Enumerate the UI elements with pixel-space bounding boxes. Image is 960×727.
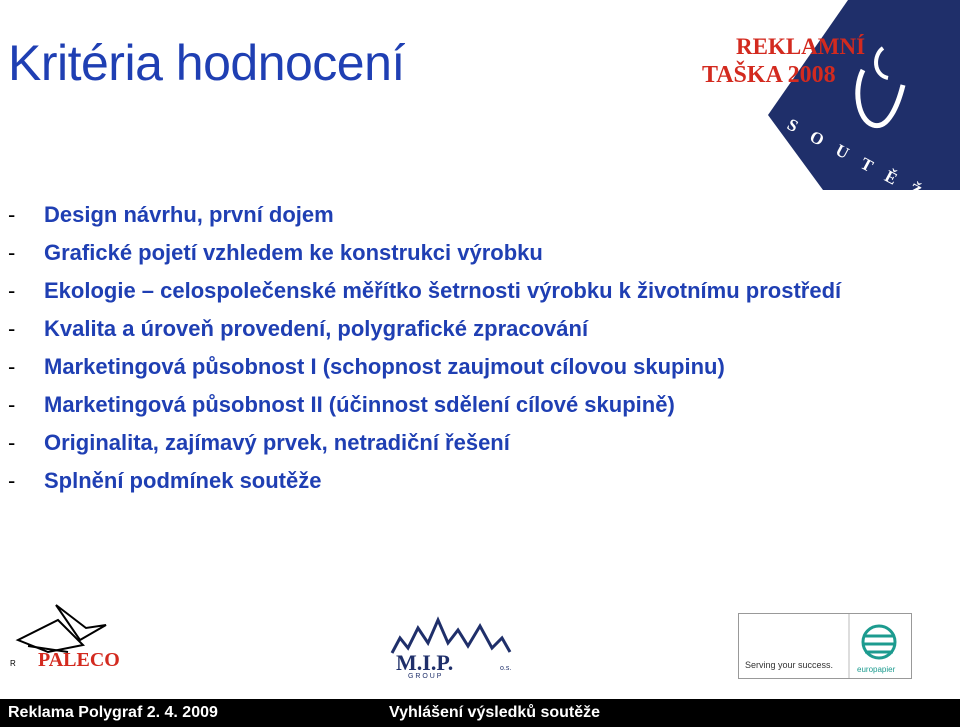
bullet-dash: - xyxy=(8,468,16,493)
reklamni-taska-logo xyxy=(698,0,960,190)
logo-tagline: SOUTĚŽ xyxy=(784,114,939,190)
paleco-bird-icon xyxy=(56,605,106,640)
bullet-dash: - xyxy=(8,278,16,303)
svg-text:G R O U P: G R O U P xyxy=(408,673,442,678)
bullet-dash: - xyxy=(8,392,16,417)
svg-text:o.s.: o.s. xyxy=(500,665,512,672)
list-item: - Splnění podmínek soutěže xyxy=(0,464,900,498)
list-item: - Marketingová působnost II (účinnost sdělení cílové skupině) xyxy=(0,388,900,422)
paleco-name: PALECO xyxy=(38,649,120,671)
logo-line2: TAŠKA 2008 xyxy=(702,62,836,88)
footer-bar xyxy=(0,699,960,727)
list-item: - Marketingová působnost I (schopnost zaujmout cílovou skupinu) xyxy=(0,350,900,384)
bullet-dash: - xyxy=(8,202,16,227)
bullet-dash: - xyxy=(8,354,16,379)
svg-text:R: R xyxy=(10,659,16,668)
mip-logo xyxy=(388,608,533,678)
list-item: - Originalita, zajímavý prvek, netradiční řešení xyxy=(0,426,900,460)
mip-name: M.I.P. xyxy=(396,650,454,675)
criteria-list xyxy=(0,198,900,502)
slide-title: Kritéria hodnocení xyxy=(8,35,405,91)
bullet-dash: - xyxy=(8,240,16,265)
europapier-slogan: Serving your success. xyxy=(745,660,834,670)
list-item: - Ekologie – celospolečenské měřítko šetrnosti výrobku k životnímu prostředí xyxy=(0,274,924,308)
logo-line1: REKLAMNÍ xyxy=(736,34,866,59)
list-item: - Design návrhu, první dojem xyxy=(0,198,900,232)
europapier-name: europapier xyxy=(857,665,896,674)
europapier-logo xyxy=(738,613,912,679)
list-item: - Grafické pojetí vzhledem ke konstrukci výrobku xyxy=(0,236,900,270)
bullet-dash: - xyxy=(8,430,16,455)
list-item: - Kvalita a úroveň provedení, polygrafické zpracování xyxy=(0,312,900,346)
mip-skyline-icon xyxy=(392,620,510,653)
paleco-logo xyxy=(8,600,148,675)
footer-right: Vyhlášení výsledků soutěže xyxy=(389,704,601,721)
footer-left: Reklama Polygraf 2. 4. 2009 xyxy=(8,704,218,721)
bullet-dash: - xyxy=(8,316,16,341)
